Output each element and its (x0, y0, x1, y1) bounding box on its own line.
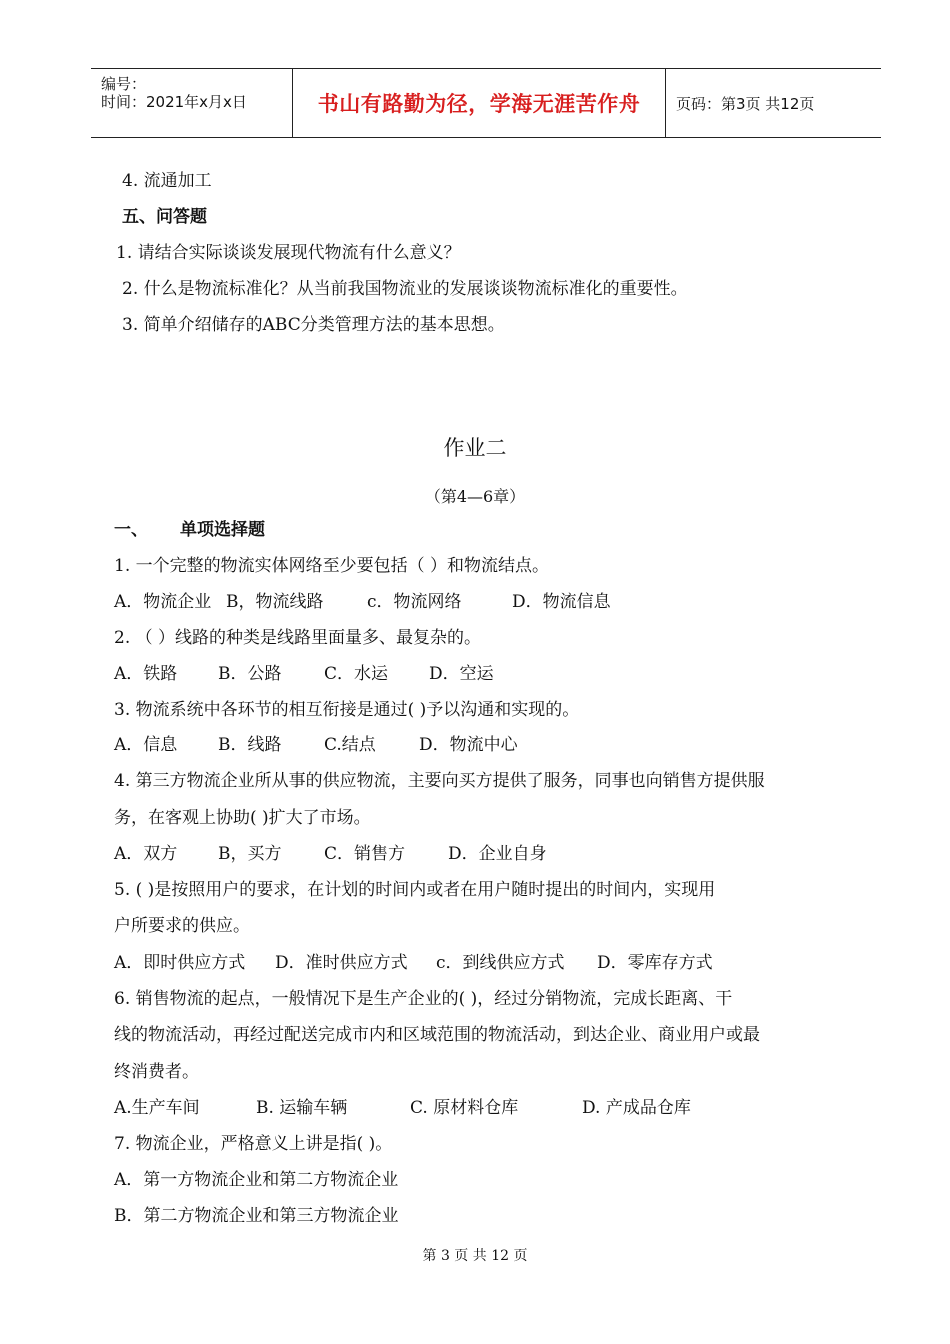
option: B，物流线路 (226, 592, 324, 612)
question: 6. 销售物流的起点，一般情况下是生产企业的( )，经过分销物流，完成长距离、干 (114, 989, 733, 1009)
option: C．水运 (324, 664, 389, 684)
assignment-title: 作业二 (443, 436, 507, 460)
chapter-range: （第4—6章） (424, 487, 526, 506)
option: A．信息 (114, 735, 178, 755)
option: C．销售方 (324, 844, 406, 864)
page-footer: 第 3 页 共 12 页 (422, 1248, 528, 1264)
question: 3. 简单介绍储存的ABC分类管理方法的基本思想。 (122, 315, 505, 335)
option: D．物流信息 (512, 592, 611, 612)
option: A．物流企业 (114, 592, 212, 612)
option: A．第一方物流企业和第二方物流企业 (114, 1170, 399, 1190)
option: B．第二方物流企业和第三方物流企业 (114, 1206, 399, 1226)
section-heading: 五、问答题 (122, 207, 207, 227)
question: 3. 物流系统中各环节的相互衔接是通过( )予以沟通和实现的。 (114, 700, 580, 720)
options-row (114, 1097, 691, 1119)
page-info: 页码：第3页 共12页 (676, 94, 815, 113)
question: 1. 请结合实际谈谈发展现代物流有什么意义？ (116, 243, 461, 263)
option: c．到线供应方式 (436, 953, 565, 973)
option: C. 原材料仓库 (410, 1098, 519, 1118)
option: D．企业自身 (448, 844, 547, 864)
question: 5. ( )是按照用户的要求，在计划的时间内或者在用户随时提出的时间内，实现用 (114, 880, 716, 900)
question-continued: 终消费者。 (114, 1062, 199, 1082)
section-title: 单项选择题 (180, 520, 265, 540)
option: A.生产车间 (114, 1098, 200, 1118)
options-row (114, 843, 547, 865)
options-row (114, 663, 494, 685)
question: 1. 一个完整的物流实体网络至少要包括（ ）和物流结点。 (114, 556, 550, 576)
list-item: 4. 流通加工 (122, 171, 212, 191)
motto: 书山有路勤为径，学海无涯苦作舟 (293, 69, 666, 137)
option: D. 产成品仓库 (582, 1098, 691, 1118)
option: B，买方 (218, 844, 282, 864)
option: D．物流中心 (419, 735, 518, 755)
option: c．物流网络 (367, 592, 462, 612)
time-label: 时间：2021年x月x日 (101, 93, 247, 111)
question: 2. （ ）线路的种类是线路里面量多、最复杂的。 (114, 628, 482, 648)
option: D．零库存方式 (597, 953, 713, 973)
question: 7. 物流企业，严格意义上讲是指( )。 (114, 1134, 393, 1154)
option: B．公路 (218, 664, 282, 684)
question-continued: 户所要求的供应。 (114, 916, 250, 936)
options-row (114, 591, 611, 613)
question-continued: 线的物流活动，再经过配送完成市内和区域范围的物流活动，到达企业、商业用户或最 (114, 1025, 760, 1045)
question-continued: 务，在客观上协助( )扩大了市场。 (114, 808, 371, 828)
option: A．即时供应方式 (114, 953, 246, 973)
header-meta-cell (91, 69, 293, 137)
section-number: 一、 (114, 520, 148, 540)
option: C.结点 (324, 735, 376, 755)
number-label: 编号： (101, 75, 147, 93)
option: D．准时供应方式 (275, 953, 408, 973)
header-table (91, 68, 881, 138)
question: 2. 什么是物流标准化？从当前我国物流业的发展谈谈物流标准化的重要性。 (122, 279, 688, 299)
option: A．铁路 (114, 664, 178, 684)
options-row (114, 952, 713, 974)
option: D．空运 (429, 664, 494, 684)
option: B．线路 (218, 735, 282, 755)
question: 4. 第三方物流企业所从事的供应物流，主要向买方提供了服务，同事也向销售方提供服 (114, 771, 765, 791)
option: A．双方 (114, 844, 178, 864)
option: B. 运输车辆 (256, 1098, 348, 1118)
options-row (114, 734, 518, 756)
